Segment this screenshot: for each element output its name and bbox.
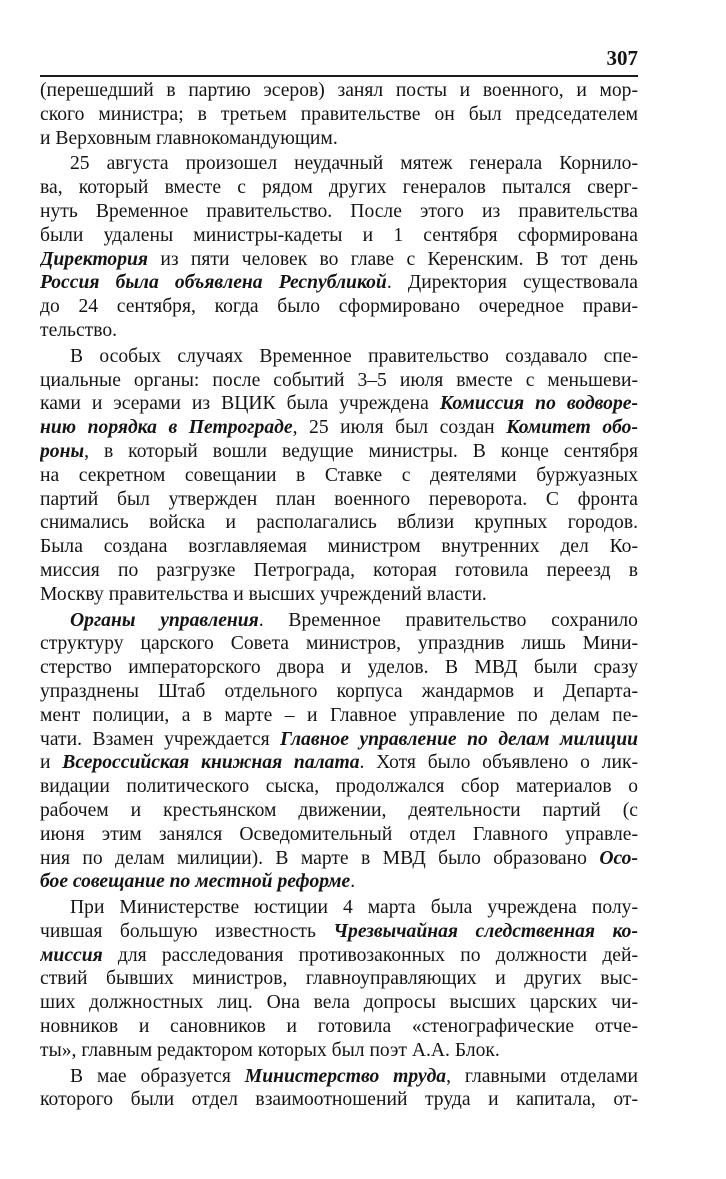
text-segment: , 25 июля был создан bbox=[292, 417, 507, 439]
text-line bbox=[40, 847, 638, 871]
text-segment: 25 августа произошел неудачный мятеж генерала Корнило- bbox=[70, 153, 638, 175]
text-line bbox=[40, 440, 638, 464]
text-line bbox=[40, 920, 638, 944]
text-segment: видации политического сыска, продолжался сбор материалов о bbox=[40, 776, 638, 798]
text-segment: чати. Взамен учреждается bbox=[40, 728, 281, 750]
text-line bbox=[40, 103, 638, 127]
text-segment: структуру царского Совета министров, упразднив лишь Мини- bbox=[40, 633, 638, 655]
text-line bbox=[40, 176, 638, 200]
text-line bbox=[40, 224, 638, 248]
text-line bbox=[40, 200, 638, 224]
text-segment: ствий бывших министров, главноуправляющих и других выс- bbox=[40, 968, 638, 990]
text-line bbox=[40, 991, 638, 1015]
text-segment: до 24 сентября, когда было сформировано очередное прави- bbox=[40, 296, 638, 318]
text-segment: Москву правительства и высших учреждений власти. bbox=[40, 583, 487, 605]
text-line bbox=[40, 1065, 638, 1089]
text-line bbox=[40, 295, 638, 319]
text-line bbox=[40, 799, 638, 823]
text-segment: и Верховным главнокомандующим. bbox=[40, 127, 338, 149]
highlighted-term: Главное управление по делам милиции bbox=[280, 728, 638, 750]
page-number: 307 bbox=[606, 46, 638, 70]
text-segment: . Хотя было объявлено о лик- bbox=[359, 752, 638, 774]
text-line bbox=[40, 248, 638, 272]
text-segment: . Временное правительство сохранило bbox=[258, 609, 638, 631]
text-segment: . Директория существовала bbox=[386, 272, 638, 294]
text-segment: нуть Временное правительство. После этого из правительства bbox=[40, 200, 638, 222]
highlighted-term: Россия была объявлена Республикой bbox=[40, 272, 387, 294]
text-line bbox=[40, 464, 638, 488]
highlighted-term: Осо- bbox=[599, 847, 638, 869]
text-line bbox=[40, 319, 638, 343]
text-line bbox=[40, 823, 638, 847]
page-header bbox=[40, 44, 638, 77]
text-segment: ского министра; в третьем правительстве он был председателем bbox=[40, 103, 638, 125]
text-segment: циальные органы: после событий 3–5 июля вместе с меньшеви- bbox=[40, 369, 638, 391]
text-segment: на секретном совещании в Ставке с деятелями буржуазных bbox=[40, 464, 638, 486]
text-segment: упразднены Штаб отдельного корпуса жандармов и Департа- bbox=[40, 680, 638, 702]
text-line bbox=[40, 369, 638, 393]
text-segment: были удалены министры-кадеты и 1 сентября сформирована bbox=[40, 224, 638, 246]
text-line bbox=[40, 896, 638, 920]
text-line bbox=[40, 680, 638, 704]
text-line bbox=[40, 967, 638, 991]
text-segment: ва, который вместе с рядом других генералов пытался сверг- bbox=[40, 177, 638, 199]
text-line bbox=[40, 1015, 638, 1039]
text-line bbox=[40, 944, 638, 968]
text-segment: миссия по разгрузке Петрограда, которая готовила переезд в bbox=[40, 559, 638, 581]
text-segment: Была создана возглавляемая министром внутренних дел Ко- bbox=[40, 536, 638, 558]
highlighted-term: нию порядка в Петрограде bbox=[40, 417, 293, 439]
text-segment: стерство императорского двора и уделов. В МВД были сразу bbox=[40, 657, 638, 679]
text-segment: мент полиции, а в марте – и Главное управление по делам пе- bbox=[40, 704, 638, 726]
text-line bbox=[40, 583, 638, 607]
text-segment: из пяти человек во главе с Керенским. В тот день bbox=[148, 248, 638, 270]
text-line bbox=[40, 271, 638, 295]
text-segment: рабочем и крестьянском движении, деятельности партий (с bbox=[40, 799, 638, 821]
text-line bbox=[40, 127, 638, 151]
text-segment: . bbox=[350, 871, 356, 893]
text-line bbox=[40, 775, 638, 799]
highlighted-term: Комиссия по водворе- bbox=[439, 393, 638, 415]
text-line bbox=[40, 632, 638, 656]
highlighted-term: Директория bbox=[40, 248, 149, 270]
text-line bbox=[40, 559, 638, 583]
text-segment: для расследования противозаконных по должности дей- bbox=[102, 944, 638, 966]
highlighted-term: Всероссийская книжная палата bbox=[62, 752, 360, 774]
text-segment: (перешедший в партию эсеров) занял посты и военного, и мор- bbox=[40, 80, 638, 101]
body-text bbox=[40, 79, 638, 1112]
text-line bbox=[40, 416, 638, 440]
highlighted-term: Органы управления bbox=[70, 609, 259, 631]
text-line bbox=[40, 79, 638, 103]
text-line bbox=[40, 870, 638, 894]
text-line bbox=[40, 751, 638, 775]
text-line bbox=[40, 1039, 638, 1063]
text-line bbox=[40, 392, 638, 416]
highlighted-term: Министерство труда bbox=[244, 1065, 447, 1087]
text-segment: ших должностных лиц. Она вела допросы высших царских чи- bbox=[40, 992, 638, 1014]
text-segment: , в который вошли ведущие министры. В конце сентября bbox=[84, 440, 638, 462]
text-segment: чившая большую известность bbox=[40, 920, 334, 942]
highlighted-term: Комитет обо- bbox=[506, 417, 638, 439]
text-line bbox=[40, 609, 638, 633]
text-line bbox=[40, 704, 638, 728]
book-page bbox=[40, 44, 638, 1112]
text-segment: ты», главным редактором которых был поэт А.А. Блок. bbox=[40, 1039, 500, 1061]
text-segment: июня этим занялся Осведомительный отдел Главного управле- bbox=[40, 823, 638, 845]
text-line bbox=[40, 656, 638, 680]
text-line bbox=[40, 535, 638, 559]
text-segment: ками и эсерами из ВЦИК была учреждена bbox=[40, 393, 440, 415]
text-line bbox=[40, 488, 638, 512]
text-segment: новников и сановников и готовила «стенографические отче- bbox=[40, 1016, 638, 1038]
highlighted-term: миссия bbox=[40, 944, 103, 966]
text-line bbox=[40, 728, 638, 752]
text-segment: которого были отдел взаимоотношений труда и капитала, от- bbox=[40, 1089, 638, 1111]
text-segment: и bbox=[40, 752, 63, 774]
highlighted-term: бое совещание по местной реформе bbox=[40, 871, 351, 893]
text-segment: В особых случаях Временное правительство создавало спе- bbox=[70, 345, 638, 367]
text-segment: снимались войска и располагались вблизи крупных городов. bbox=[40, 512, 638, 534]
highlighted-term: Чрезвычайная следственная ко- bbox=[333, 920, 638, 942]
text-line bbox=[40, 511, 638, 535]
text-segment: партий был утвержден план военного переворота. С фронта bbox=[40, 488, 638, 510]
text-line bbox=[40, 1088, 638, 1112]
text-line bbox=[40, 152, 638, 176]
text-line bbox=[40, 345, 638, 369]
text-segment: тельство. bbox=[40, 319, 118, 341]
highlighted-term: роны bbox=[40, 440, 85, 462]
text-segment: , главными отделами bbox=[446, 1065, 638, 1087]
text-segment: ния по делам милиции). В марте в МВД было образовано bbox=[40, 847, 600, 869]
text-segment: В мае образуется bbox=[70, 1065, 245, 1087]
text-segment: При Министерстве юстиции 4 марта была учреждена полу- bbox=[70, 897, 638, 919]
